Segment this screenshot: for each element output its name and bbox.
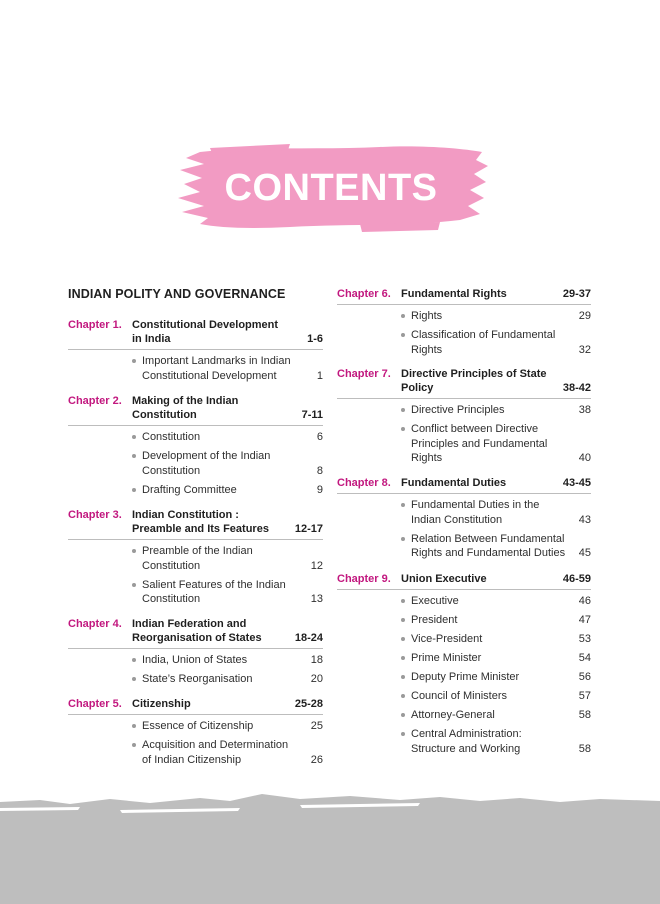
toc-item[interactable] — [401, 328, 591, 357]
toc-item[interactable] — [132, 483, 323, 498]
item-page: 46 — [578, 595, 591, 607]
bullet-icon — [401, 333, 405, 337]
item-page: 58 — [578, 709, 591, 721]
divider — [337, 398, 591, 399]
bullet-icon — [401, 537, 405, 541]
toc-item[interactable] — [401, 727, 591, 756]
item-text: Prime Minister — [411, 652, 482, 664]
item-page: 58 — [578, 742, 591, 755]
item-page: 26 — [310, 753, 323, 766]
item-page: 45 — [578, 547, 591, 559]
chapter-5[interactable] — [68, 697, 323, 772]
item-page: 6 — [316, 431, 323, 443]
bullet-icon — [401, 637, 405, 641]
item-text: Important Landmarks in Indian Constitutional Development — [142, 355, 291, 382]
bullet-icon — [132, 549, 136, 553]
item-page: 57 — [578, 690, 591, 702]
chapter-pages: 25-28 — [294, 698, 323, 710]
chapter-3[interactable] — [68, 508, 323, 611]
divider — [337, 589, 591, 590]
chapter-title: Citizenship — [132, 698, 191, 710]
divider — [337, 493, 591, 494]
item-page: 43 — [578, 513, 591, 526]
chapter-pages: 18-24 — [294, 632, 323, 644]
bullet-icon — [132, 743, 136, 747]
item-text: Attorney-General — [411, 709, 495, 721]
toc-item[interactable] — [132, 653, 323, 668]
bullet-icon — [132, 583, 136, 587]
item-page: 20 — [310, 673, 323, 685]
item-text: Council of Ministers — [411, 690, 507, 702]
divider — [68, 425, 323, 426]
item-page: 25 — [310, 720, 323, 732]
bullet-icon — [401, 656, 405, 660]
chapter-pages: 38-42 — [562, 382, 591, 394]
item-text: Executive — [411, 595, 459, 607]
divider — [68, 648, 323, 649]
item-page: 1 — [316, 369, 323, 382]
toc-item[interactable] — [132, 578, 323, 607]
bullet-icon — [132, 658, 136, 662]
toc-item[interactable] — [401, 651, 591, 666]
chapter-pages: 1-6 — [307, 333, 323, 345]
toc-item[interactable] — [401, 422, 591, 466]
toc-item[interactable] — [401, 689, 591, 704]
chapter-label: Chapter 6. — [337, 288, 391, 300]
item-page: 12 — [310, 559, 323, 572]
bullet-icon — [132, 435, 136, 439]
toc-item[interactable] — [401, 498, 591, 527]
item-text: Vice-President — [411, 633, 483, 645]
footer-brush-band — [0, 790, 660, 904]
chapter-pages: 7-11 — [301, 409, 323, 421]
divider — [68, 539, 323, 540]
item-page: 32 — [578, 343, 591, 356]
chapter-title: Fundamental Rights — [401, 288, 507, 300]
toc-item[interactable] — [132, 719, 323, 734]
item-text: India, Union of States — [142, 654, 248, 666]
chapter-4[interactable] — [68, 617, 323, 691]
item-page: 13 — [310, 593, 323, 605]
toc-item[interactable] — [401, 670, 591, 685]
toc-item[interactable] — [401, 309, 591, 324]
chapter-title: Constitutional Development in India — [132, 319, 279, 345]
bullet-icon — [401, 427, 405, 431]
toc-item[interactable] — [132, 354, 323, 383]
page-title: CONTENTS — [224, 166, 438, 209]
chapter-1[interactable] — [68, 318, 323, 388]
chapter-6[interactable] — [337, 287, 591, 362]
item-page: 47 — [578, 614, 591, 626]
item-page: 40 — [578, 452, 591, 464]
chapter-label: Chapter 2. — [68, 395, 122, 407]
bullet-icon — [132, 454, 136, 458]
item-page: 8 — [316, 464, 323, 477]
chapter-title: Indian Constitution : Preamble and Its Features — [132, 509, 269, 535]
toc-item[interactable] — [401, 632, 591, 647]
item-text: Rights — [411, 310, 443, 322]
bullet-icon — [401, 713, 405, 717]
chapter-pages: 12-17 — [294, 523, 323, 535]
bullet-icon — [132, 359, 136, 363]
item-text: Essence of Citizenship — [142, 720, 254, 732]
chapter-pages: 46-59 — [562, 573, 591, 585]
chapter-title: Directive Principles of State Policy — [401, 368, 547, 394]
item-page: 56 — [578, 671, 591, 683]
bullet-icon — [401, 618, 405, 622]
chapter-title: Union Executive — [401, 573, 487, 585]
chapter-pages: 43-45 — [562, 477, 591, 489]
item-text: Constitution — [142, 431, 201, 443]
chapter-label: Chapter 7. — [337, 368, 391, 380]
chapter-label: Chapter 4. — [68, 618, 122, 630]
item-page: 29 — [578, 310, 591, 322]
item-page: 9 — [316, 483, 323, 496]
item-text: Central Administration: Structure and Working — [411, 728, 522, 755]
chapter-label: Chapter 8. — [337, 477, 391, 489]
chapter-title: Indian Federation and Reorganisation of States — [132, 618, 262, 644]
toc-item[interactable] — [132, 449, 323, 478]
chapter-label: Chapter 9. — [337, 573, 391, 585]
bullet-icon — [401, 408, 405, 412]
toc-item[interactable] — [132, 672, 323, 687]
item-page: 18 — [310, 654, 323, 666]
item-text: Preamble of the Indian Constitution — [142, 545, 253, 572]
item-text: Directive Principles — [411, 404, 505, 416]
chapter-label: Chapter 3. — [68, 509, 122, 521]
bullet-icon — [132, 677, 136, 681]
item-text: Fundamental Duties in the Indian Constitution — [411, 499, 540, 526]
chapter-label: Chapter 5. — [68, 698, 122, 710]
toc-item[interactable] — [401, 708, 591, 723]
toc-item[interactable] — [132, 430, 323, 445]
item-text: Classification of Fundamental Rights — [411, 329, 556, 356]
item-text: Salient Features of the Indian Constitution — [142, 578, 286, 605]
item-page: 53 — [578, 633, 591, 645]
chapter-title: Fundamental Duties — [401, 477, 507, 489]
item-text: Development of the Indian Constitution — [142, 450, 271, 477]
chapter-8[interactable] — [337, 476, 591, 565]
bullet-icon — [401, 503, 405, 507]
divider — [68, 349, 323, 350]
bullet-icon — [401, 675, 405, 679]
bullet-icon — [401, 599, 405, 603]
item-text: Deputy Prime Minister — [411, 671, 520, 683]
item-text: President — [411, 614, 458, 626]
item-page: 54 — [578, 652, 591, 664]
item-text: Drafting Committee — [142, 483, 237, 496]
item-text: Conflict between Directive Principles and Fundamental Rights — [411, 423, 548, 464]
item-text: State’s Reorganisation — [142, 673, 253, 685]
chapter-2[interactable] — [68, 394, 323, 502]
bullet-icon — [132, 488, 136, 492]
toc-item[interactable] — [401, 403, 591, 418]
item-text: Acquisition and Determination of Indian Citizenship — [142, 739, 289, 766]
item-page: 38 — [578, 404, 591, 416]
item-text: Relation Between Fundamental Rights and Fundamental Duties — [411, 532, 566, 559]
toc-item[interactable] — [401, 613, 591, 628]
bullet-icon — [401, 694, 405, 698]
divider — [337, 304, 591, 305]
chapter-title: Making of the Indian Constitution — [132, 395, 239, 421]
bullet-icon — [132, 724, 136, 728]
contents-banner — [170, 138, 492, 238]
bullet-icon — [401, 314, 405, 318]
section-heading: INDIAN POLITY AND GOVERNANCE — [68, 287, 286, 301]
chapter-pages: 29-37 — [562, 288, 591, 300]
bullet-icon — [401, 732, 405, 736]
divider — [68, 714, 323, 715]
chapter-label: Chapter 1. — [68, 319, 122, 331]
toc-item[interactable] — [132, 544, 323, 573]
toc-item[interactable] — [401, 594, 591, 609]
chapter-7[interactable] — [337, 367, 591, 470]
toc-item[interactable] — [132, 738, 323, 767]
toc-item[interactable] — [401, 532, 591, 561]
chapter-9[interactable] — [337, 572, 591, 761]
